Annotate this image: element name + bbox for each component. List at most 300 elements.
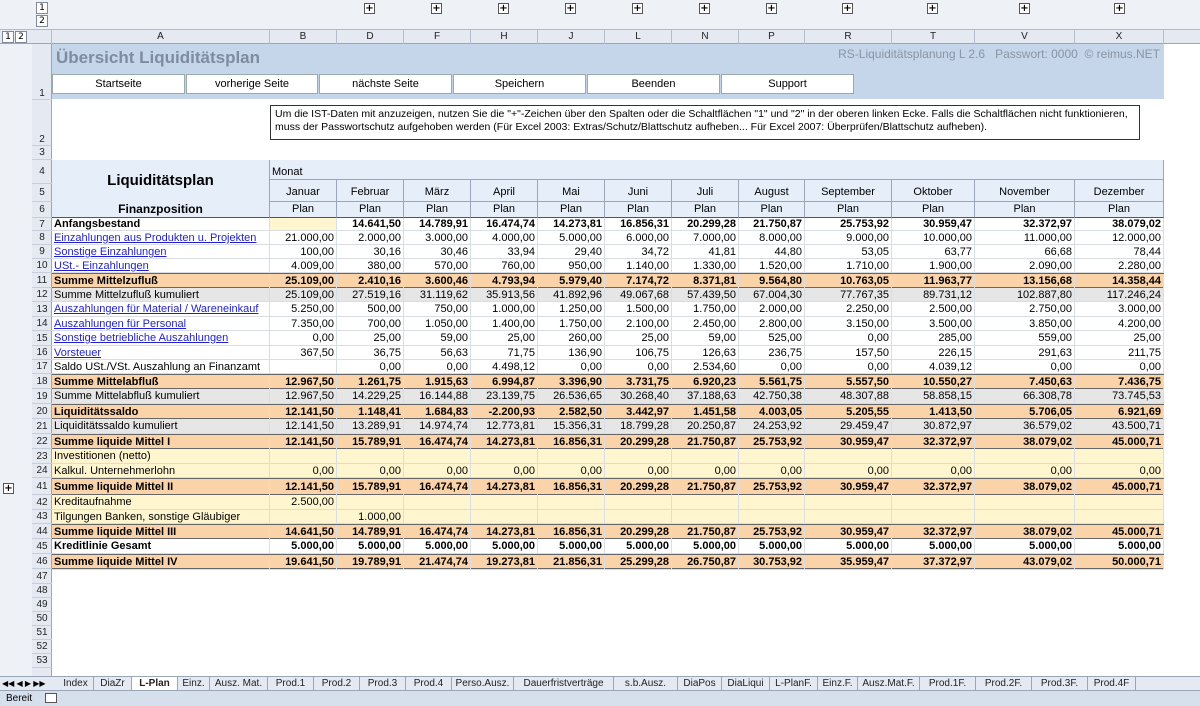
value-cell: 14.641,50 [270,525,337,540]
table-row [52,317,1164,331]
row-label[interactable]: Auszahlungen für Personal [52,317,270,331]
value-cell: 1.520,00 [739,259,805,273]
row-header-41[interactable]: 41 [32,478,52,495]
column-header-V[interactable]: V [975,30,1075,44]
nav-nächste-seite-button[interactable]: nächste Seite [319,74,452,94]
sheet-tab[interactable]: Prod.4 [406,677,452,691]
value-cell: 5.706,05 [975,405,1075,420]
value-cell: 16.856,31 [538,479,605,496]
sheet-tab[interactable]: L-Plan [132,677,178,691]
value-cell: 5.000,00 [672,539,739,554]
sheet-tab[interactable]: Prod.3 [360,677,406,691]
value-cell: 66,68 [975,245,1075,259]
expand-column-group-button[interactable]: + [700,3,709,14]
value-cell: 10.550,27 [892,375,975,390]
table-row [52,389,1164,404]
expand-row-group-button[interactable]: + [4,483,13,494]
row-label[interactable]: Einzahlungen aus Produkten u. Projekten [52,231,270,245]
month-header-8: September [805,180,892,202]
row-header-1[interactable]: 1 [32,44,52,100]
value-cell: 0,00 [337,464,404,478]
column-header-N[interactable]: N [672,30,739,44]
value-cell: 59,00 [672,331,739,346]
value-cell: 25.299,28 [605,555,672,570]
value-cell: 73.745,53 [1075,389,1164,404]
value-cell: 0,00 [975,464,1075,478]
value-cell: 3.000,00 [1075,302,1164,317]
value-cell: 2.100,00 [605,317,672,331]
row-label: Summe Mittelzufluß [52,274,270,289]
value-cell: 1.684,83 [404,405,471,420]
value-cell [892,495,975,510]
column-header-T[interactable]: T [892,30,975,44]
value-cell: 0,00 [404,360,471,374]
row-header-48[interactable]: 48 [32,584,52,598]
value-cell: 5.205,55 [805,405,892,420]
row-header-23[interactable]: 23 [32,449,52,464]
expand-column-group-button[interactable]: + [365,3,374,14]
row-label: Kalkul. Unternehmerlohn [52,464,270,478]
plan-header-2: Plan [404,202,471,218]
value-cell: 4.009,00 [270,259,337,273]
value-cell: 0,00 [975,360,1075,374]
value-cell [975,449,1075,464]
select-all-corner[interactable] [32,30,52,44]
nav-speichern-button[interactable]: Speichern [453,74,586,94]
value-cell: 1.000,00 [471,302,538,317]
value-cell: 20.299,28 [605,525,672,540]
sheet-tab[interactable]: Prod.1F. [920,677,976,691]
table-row [52,302,1164,317]
value-cell: 2.450,00 [672,317,739,331]
value-cell: 43.079,02 [975,555,1075,570]
value-cell [975,495,1075,510]
value-cell: 2.090,00 [975,259,1075,273]
nav-vorherige-seite-button[interactable]: vorherige Seite [186,74,318,94]
row-header-14[interactable]: 14 [32,317,52,331]
column-header-B[interactable]: B [270,30,337,44]
table-row [52,346,1164,360]
value-cell: 950,00 [538,259,605,273]
row-header-20[interactable]: 20 [32,404,52,419]
sheet-tab[interactable]: DiaPos [678,677,722,691]
value-cell [605,449,672,464]
row-header-12[interactable]: 12 [32,288,52,302]
value-cell: 6.994,87 [471,375,538,390]
plan-header-9: Plan [892,202,975,218]
value-cell: 14.273,81 [471,435,538,450]
value-cell: 5.000,00 [270,539,337,554]
row-header-13[interactable]: 13 [32,302,52,317]
value-cell: 31.119,62 [404,288,471,302]
column-header-X[interactable]: X [1075,30,1164,44]
value-cell: 14.789,91 [404,218,471,231]
plan-header-11: Plan [1075,202,1164,218]
value-cell: 0,00 [337,360,404,374]
value-cell [805,495,892,510]
value-cell: 38.079,02 [975,525,1075,540]
value-cell: 5.000,00 [404,539,471,554]
table-row [52,245,1164,259]
value-cell: 21.750,87 [672,479,739,496]
value-cell: 3.150,00 [805,317,892,331]
value-cell: 106,75 [605,346,672,360]
nav-startseite-button[interactable]: Startseite [52,74,185,94]
value-cell: 21.750,87 [672,435,739,450]
value-cell: 0,00 [805,360,892,374]
value-cell: 12.967,50 [270,375,337,390]
row-label[interactable]: Auszahlungen für Material / Wareneinkauf [52,302,270,317]
value-cell: 367,50 [270,346,337,360]
value-cell: 0,00 [404,464,471,478]
value-cell: 25.109,00 [270,288,337,302]
value-cell: 30.959,47 [892,218,975,231]
value-cell [270,218,337,231]
sheet-tab[interactable]: Einz.F. [818,677,858,691]
row-header-16[interactable]: 16 [32,346,52,360]
month-header-10: November [975,180,1075,202]
table-row [52,231,1164,245]
row-header-19[interactable]: 19 [32,389,52,404]
value-cell: 12.967,50 [270,389,337,404]
value-cell [672,449,739,464]
row-label[interactable]: Sonstige betriebliche Auszahlungen [52,331,270,346]
row-label: Saldo USt./VSt. Auszahlung an Finanzamt [52,360,270,374]
value-cell: 16.856,31 [538,435,605,450]
value-cell: 380,00 [337,259,404,273]
value-cell [672,510,739,524]
table-row [52,510,1164,524]
value-cell: 0,00 [805,331,892,346]
table-subtitle: Finanzposition [52,202,270,218]
nav-support-button[interactable]: Support [721,74,854,94]
value-cell: 0,00 [270,464,337,478]
row-label[interactable]: Sonstige Einzahlungen [52,245,270,259]
value-cell: 9.564,80 [739,274,805,289]
row-label: Summe Mittelabfluß kumuliert [52,389,270,404]
value-cell: 12.141,50 [270,405,337,420]
row-header-22[interactable]: 22 [32,434,52,449]
value-cell: 33,94 [471,245,538,259]
value-cell [805,449,892,464]
value-cell: 1.330,00 [672,259,739,273]
value-cell: 0,00 [672,464,739,478]
value-cell [404,495,471,510]
value-cell: 5.000,00 [337,539,404,554]
sheet-tab[interactable]: Prod.3F. [1032,677,1088,691]
outline-level-2-button[interactable]: 2 [36,15,48,27]
row-header-44[interactable]: 44 [32,524,52,539]
column-headers [0,30,1200,44]
row-header-2[interactable]: 2 [32,100,52,146]
table-row [52,288,1164,302]
value-cell: 0,00 [805,464,892,478]
row-header-5[interactable]: 5 [32,184,52,202]
row-header-46[interactable]: 46 [32,554,52,569]
value-cell [739,495,805,510]
plan-header-3: Plan [471,202,538,218]
value-cell: 0,00 [739,360,805,374]
value-cell: 1.900,00 [892,259,975,273]
expand-column-group-button[interactable]: + [767,3,776,14]
row-header-42[interactable]: 42 [32,495,52,510]
value-cell: 8.000,00 [739,231,805,245]
row-header-11[interactable]: 11 [32,273,52,288]
table-row [52,374,1164,389]
value-cell: 4.793,94 [471,274,538,289]
value-cell: 29,40 [538,245,605,259]
row-header-7[interactable]: 7 [32,218,52,231]
row-header-6[interactable]: 6 [32,202,52,218]
expand-column-group-button[interactable]: + [1115,3,1124,14]
value-cell: 5.561,75 [739,375,805,390]
value-cell: 9.000,00 [805,231,892,245]
table-row [52,273,1164,288]
value-cell: 1.413,50 [892,405,975,420]
expand-column-group-button[interactable]: + [843,3,852,14]
value-cell [538,449,605,464]
value-cell [605,495,672,510]
value-cell: 4.200,00 [1075,317,1164,331]
value-cell: 20.250,87 [672,419,739,434]
value-cell: 6.920,23 [672,375,739,390]
value-cell: 16.474,74 [404,525,471,540]
value-cell [805,510,892,524]
value-cell [538,510,605,524]
row-label[interactable]: USt.- Einzahlungen [52,259,270,273]
value-cell: 8.371,81 [672,274,739,289]
value-cell [605,510,672,524]
value-cell: 5.000,00 [975,539,1075,554]
sheet-tab[interactable]: s.b.Ausz. [614,677,678,691]
row-header-9[interactable]: 9 [32,245,52,259]
value-cell: 5.000,00 [471,539,538,554]
row-header-49[interactable]: 49 [32,598,52,612]
value-cell: 20.299,28 [605,435,672,450]
value-cell: 1.750,00 [672,302,739,317]
value-cell: 10.763,05 [805,274,892,289]
tab-nav-arrows[interactable]: ◀◀ ◀ ▶ ▶▶ [2,679,46,688]
value-cell: 21.750,87 [739,218,805,231]
value-cell: 14.273,81 [538,218,605,231]
row-header-53[interactable]: 53 [32,654,52,668]
row-header-45[interactable]: 45 [32,539,52,554]
value-cell: 0,00 [538,464,605,478]
value-cell: 26.536,65 [538,389,605,404]
table-row [52,449,1164,464]
info-box: Um die IST-Daten mit anzuzeigen, nutzen Sie die "+"-Zeichen über den Spalten oder die Schaltflächen "1" und "2" in der oberen linken Ecke. Falls die Schaltflächen nicht funktionieren, muss der Passwortschutz aufgehoben werden (Für Excel 2003: Extras/Schutz/Blattschutz aufheben... Für Excel 2007: Überprüfen/Blattschutz aufheben). [270,105,1140,140]
value-cell: 102.887,80 [975,288,1075,302]
row-header-17[interactable]: 17 [32,360,52,374]
sheet-tab[interactable]: Einz. [178,677,210,691]
sheet-tab[interactable]: Ausz.Mat.F. [858,677,920,691]
sheet-tab[interactable]: L-PlanF. [770,677,818,691]
value-cell: 4.039,12 [892,360,975,374]
value-cell: 25.753,92 [739,479,805,496]
row-label: Summe liquide Mittel I [52,435,270,450]
column-header-F[interactable]: F [404,30,471,44]
value-cell: 3.000,00 [404,231,471,245]
value-cell: 1.750,00 [538,317,605,331]
value-cell: 1.915,63 [404,375,471,390]
value-cell: 16.474,74 [404,435,471,450]
value-cell: 3.600,46 [404,274,471,289]
value-cell [404,449,471,464]
value-cell: 30.959,47 [805,435,892,450]
nav-beenden-button[interactable]: Beenden [587,74,720,94]
column-header-L[interactable]: L [605,30,672,44]
row-header-18[interactable]: 18 [32,374,52,389]
value-cell: 89.731,12 [892,288,975,302]
value-cell: 559,00 [975,331,1075,346]
value-cell: 32.372,97 [892,525,975,540]
value-cell: 1.400,00 [471,317,538,331]
month-header-1: Februar [337,180,404,202]
row-header-50[interactable]: 50 [32,612,52,626]
value-cell [739,510,805,524]
row-header-47[interactable]: 47 [32,569,52,584]
value-cell: 0,00 [270,331,337,346]
sheet-tab[interactable]: Prod.4F [1088,677,1136,691]
value-cell: 4.000,00 [471,231,538,245]
sheet-tab[interactable]: DiaLiqui [722,677,770,691]
sheet-tab[interactable]: Prod.2 [314,677,360,691]
value-cell: 41.892,96 [538,288,605,302]
expand-column-group-button[interactable]: + [566,3,575,14]
sheet-tab[interactable]: Index [58,677,94,691]
value-cell: 760,00 [471,259,538,273]
column-header-A[interactable]: A [52,30,270,44]
table-row [52,404,1164,419]
value-cell: 226,15 [892,346,975,360]
row-header-21[interactable]: 21 [32,419,52,434]
value-cell: 25.753,92 [739,435,805,450]
value-cell: 25,00 [1075,331,1164,346]
value-cell: 16.856,31 [538,525,605,540]
value-cell: 211,75 [1075,346,1164,360]
value-cell: 18.799,28 [605,419,672,434]
value-cell: 13.289,91 [337,419,404,434]
value-cell: 12.000,00 [1075,231,1164,245]
value-cell: 1.250,00 [538,302,605,317]
row-label: Liquiditätssaldo [52,405,270,420]
value-cell [1075,449,1164,464]
value-cell: 66.308,78 [975,389,1075,404]
month-header-4: Mai [538,180,605,202]
value-cell: 1.050,00 [404,317,471,331]
value-cell: 3.731,75 [605,375,672,390]
value-cell: 45.000,71 [1075,525,1164,540]
table-row [52,331,1164,346]
row-header-3[interactable]: 3 [32,146,52,160]
row-label: Summe liquide Mittel II [52,479,270,496]
table-row [52,259,1164,273]
value-cell: 45.000,71 [1075,479,1164,496]
expand-column-group-button[interactable]: + [432,3,441,14]
row-header-51[interactable]: 51 [32,626,52,640]
value-cell: 77.767,35 [805,288,892,302]
value-cell [471,495,538,510]
value-cell [1075,495,1164,510]
column-header-P[interactable]: P [739,30,805,44]
row-header-43[interactable]: 43 [32,510,52,524]
value-cell: 20.299,28 [672,218,739,231]
macro-record-icon[interactable] [45,693,57,703]
value-cell: 3.500,00 [892,317,975,331]
expand-column-group-button[interactable]: + [928,3,937,14]
row-header-4[interactable]: 4 [32,160,52,184]
brand-text: RS-Liquiditätsplanung L 2.6 Passwort: 0000 © reimus.NET [838,47,1160,61]
value-cell: 15.789,91 [337,479,404,496]
sheet-tab[interactable]: Prod.1 [268,677,314,691]
value-cell: 0,00 [739,464,805,478]
column-header-H[interactable]: H [471,30,538,44]
value-cell: 25,00 [471,331,538,346]
value-cell: 25,00 [605,331,672,346]
value-cell: 14.641,50 [337,218,404,231]
value-cell: 0,00 [605,464,672,478]
value-cell: 23.139,75 [471,389,538,404]
value-cell: 59,00 [404,331,471,346]
expand-column-group-button[interactable]: + [1020,3,1029,14]
value-cell: 2.534,60 [672,360,739,374]
plan-header-5: Plan [605,202,672,218]
value-cell: 26.750,87 [672,555,739,570]
row-header-10[interactable]: 10 [32,259,52,273]
value-cell: 30,46 [404,245,471,259]
table-row [52,495,1164,510]
expand-column-group-button[interactable]: + [499,3,508,14]
value-cell: 7.000,00 [672,231,739,245]
table-row [52,554,1164,569]
value-cell: 2.000,00 [337,231,404,245]
row-header-52[interactable]: 52 [32,640,52,654]
value-cell: 35.959,47 [805,555,892,570]
sheet-tab[interactable]: Ausz. Mat. [210,677,268,691]
row-label[interactable]: Vorsteuer [52,346,270,360]
value-cell: 32.372,97 [975,218,1075,231]
row-header-15[interactable]: 15 [32,331,52,346]
outline-level-1-button[interactable]: 1 [36,2,48,14]
sheet-tab[interactable]: DiaZr [94,677,132,691]
value-cell: 67.004,30 [739,288,805,302]
value-cell: 25.753,92 [739,525,805,540]
column-header-D[interactable]: D [337,30,404,44]
value-cell: 30.268,40 [605,389,672,404]
value-cell: 30.872,97 [892,419,975,434]
value-cell [471,510,538,524]
value-cell: 2.410,16 [337,274,404,289]
column-header-J[interactable]: J [538,30,605,44]
sheet-tab[interactable]: Prod.2F. [976,677,1032,691]
row-outline-level-2-button[interactable]: 2 [15,31,27,43]
value-cell: 0,00 [1075,464,1164,478]
value-cell: 7.174,72 [605,274,672,289]
value-cell [975,510,1075,524]
column-header-R[interactable]: R [805,30,892,44]
expand-column-group-button[interactable]: + [633,3,642,14]
table-row [52,464,1164,478]
month-header-3: April [471,180,538,202]
row-header-8[interactable]: 8 [32,231,52,245]
sheet-tab[interactable]: Dauerfristverträge [514,677,614,691]
value-cell: 24.253,92 [739,419,805,434]
row-header-24[interactable]: 24 [32,464,52,478]
sheet-tab[interactable]: Perso.Ausz. [452,677,514,691]
table-row [52,434,1164,449]
row-outline-level-1-button[interactable]: 1 [2,31,14,43]
value-cell: 0,00 [538,360,605,374]
